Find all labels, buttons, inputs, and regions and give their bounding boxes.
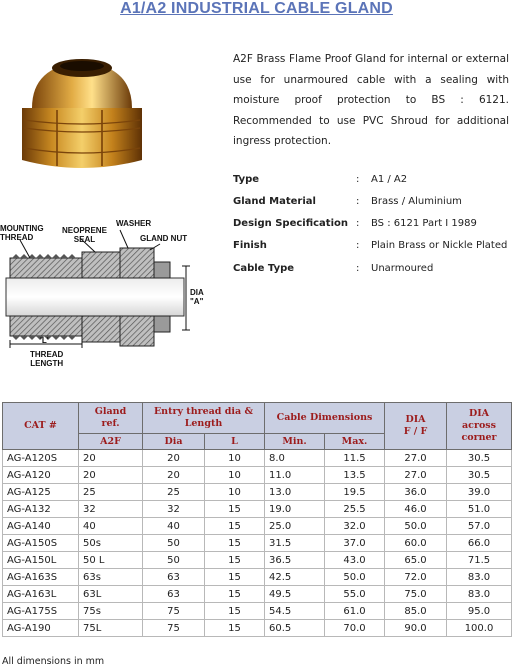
cell-gland-ref: 50s: [79, 535, 143, 552]
cell-max: 37.0: [325, 535, 385, 552]
cell-dia-corner: 51.0: [447, 501, 512, 518]
cell-cat: AG-A150S: [3, 535, 79, 552]
diagram-label-gland-nut: GLAND NUT: [140, 234, 188, 243]
cell-dia-corner: 83.0: [447, 586, 512, 603]
cell-dia: 75: [143, 603, 205, 620]
cell-min: 36.5: [265, 552, 325, 569]
cell-l: 15: [205, 586, 265, 603]
cell-dia-ff: 72.0: [385, 569, 447, 586]
table-row: [3, 586, 512, 603]
spec-value: BS : 6121 Part I 1989: [371, 218, 477, 229]
cell-max: 61.0: [325, 603, 385, 620]
header-dia-ff: DIA F / F: [385, 403, 447, 450]
cell-dia-corner: 30.5: [447, 450, 512, 467]
spec-row-type: [233, 174, 513, 190]
cell-dia-ff: 27.0: [385, 467, 447, 484]
cell-l: 15: [205, 501, 265, 518]
page-title: A1/A2 INDUSTRIAL CABLE GLAND: [120, 0, 393, 17]
cell-cat: AG-A120: [3, 467, 79, 484]
spec-colon: :: [356, 174, 360, 185]
spec-colon: :: [356, 196, 360, 207]
cell-l: 15: [205, 518, 265, 535]
spec-colon: :: [356, 263, 360, 274]
cell-gland-ref: 20: [79, 467, 143, 484]
header-cable-dimensions: Cable Dimensions: [265, 403, 385, 434]
table-row: [3, 501, 512, 518]
header-entry-thread: Entry thread dia & Length: [143, 403, 265, 434]
subheader-min: Min.: [265, 434, 325, 450]
cell-max: 11.5: [325, 450, 385, 467]
diagram-label-neoprene-seal: NEOPRENE SEAL: [62, 226, 107, 244]
cell-dia-ff: 75.0: [385, 586, 447, 603]
cell-dia-corner: 66.0: [447, 535, 512, 552]
cell-gland-ref: 75L: [79, 620, 143, 637]
cell-cat: AG-A140: [3, 518, 79, 535]
cell-l: 15: [205, 620, 265, 637]
cell-dia: 63: [143, 569, 205, 586]
cell-dia-ff: 27.0: [385, 450, 447, 467]
subheader-gland-ref: A2F: [79, 434, 143, 450]
cell-gland-ref: 63s: [79, 569, 143, 586]
table-body: [3, 450, 512, 637]
cell-gland-ref: 75s: [79, 603, 143, 620]
spec-label: Design Specification: [233, 218, 349, 229]
subheader-l: L: [205, 434, 265, 450]
table-row: [3, 518, 512, 535]
cable-gland-photo: [2, 48, 157, 178]
cell-dia-ff: 90.0: [385, 620, 447, 637]
spec-value: Unarmoured: [371, 263, 434, 274]
spec-label: Cable Type: [233, 263, 295, 274]
cell-dia-ff: 50.0: [385, 518, 447, 535]
spec-value: A1 / A2: [371, 174, 408, 185]
table-row: [3, 535, 512, 552]
cell-min: 60.5: [265, 620, 325, 637]
cell-max: 19.5: [325, 484, 385, 501]
cell-gland-ref: 63L: [79, 586, 143, 603]
cell-gland-ref: 50 L: [79, 552, 143, 569]
cell-l: 15: [205, 535, 265, 552]
cell-dia: 63: [143, 586, 205, 603]
cell-dia: 40: [143, 518, 205, 535]
cell-cat: AG-A125: [3, 484, 79, 501]
cell-cat: AG-A175S: [3, 603, 79, 620]
cell-dia-corner: 95.0: [447, 603, 512, 620]
cell-dia: 50: [143, 535, 205, 552]
cell-l: 15: [205, 569, 265, 586]
cell-dia: 75: [143, 620, 205, 637]
cell-cat: AG-A190: [3, 620, 79, 637]
cell-min: 31.5: [265, 535, 325, 552]
diagram-label-mounting-thread: MOUNTING THREAD: [0, 224, 44, 242]
cell-min: 19.0: [265, 501, 325, 518]
cell-cat: AG-A163L: [3, 586, 79, 603]
cell-max: 43.0: [325, 552, 385, 569]
cell-gland-ref: 40: [79, 518, 143, 535]
gland-cross-section-diagram: [0, 218, 210, 370]
header-gland-ref: Gland ref.: [79, 403, 143, 434]
spec-value: Brass / Aluminium: [371, 196, 462, 207]
product-description: A2F Brass Flame Proof Gland for internal or external use for unarmoured cable with a sealing with moisture proof protection to BS : 6121. Recommended to use PVC Shroud for additional ingress protection.: [233, 53, 509, 147]
cell-min: 49.5: [265, 586, 325, 603]
diagram-label-l: 'L': [40, 336, 49, 345]
cell-min: 54.5: [265, 603, 325, 620]
cell-max: 50.0: [325, 569, 385, 586]
cell-min: 11.0: [265, 467, 325, 484]
cell-dia: 32: [143, 501, 205, 518]
table-row: [3, 603, 512, 620]
table-row: [3, 450, 512, 467]
spec-row-material: [233, 196, 513, 212]
cell-max: 13.5: [325, 467, 385, 484]
cell-min: 42.5: [265, 569, 325, 586]
cell-dia: 50: [143, 552, 205, 569]
subheader-dia: Dia: [143, 434, 205, 450]
spec-label: Type: [233, 174, 260, 185]
cell-cat: AG-A150L: [3, 552, 79, 569]
header-cat: CAT #: [3, 403, 79, 450]
table-row: [3, 467, 512, 484]
footer-note: All dimensions in mm: [2, 656, 105, 667]
spec-colon: :: [356, 218, 360, 229]
cell-gland-ref: 32: [79, 501, 143, 518]
cell-dia-ff: 85.0: [385, 603, 447, 620]
cell-l: 10: [205, 450, 265, 467]
table-row: [3, 569, 512, 586]
subheader-max: Max.: [325, 434, 385, 450]
cell-max: 32.0: [325, 518, 385, 535]
cell-cat: AG-A132: [3, 501, 79, 518]
spec-row-finish: [233, 240, 513, 256]
cell-l: 15: [205, 552, 265, 569]
cell-cat: AG-A163S: [3, 569, 79, 586]
diagram-label-dia-a: DIA "A": [190, 288, 204, 306]
cell-max: 25.5: [325, 501, 385, 518]
cell-dia-corner: 83.0: [447, 569, 512, 586]
cell-dia: 20: [143, 450, 205, 467]
spec-colon: :: [356, 240, 360, 251]
cell-gland-ref: 25: [79, 484, 143, 501]
dimensions-table: [2, 402, 512, 637]
cell-dia-corner: 30.5: [447, 467, 512, 484]
cell-dia-ff: 46.0: [385, 501, 447, 518]
spec-label: Gland Material: [233, 196, 316, 207]
dimensions-table-wrapper: [2, 402, 511, 637]
cell-min: 13.0: [265, 484, 325, 501]
diagram-label-thread-length: THREAD LENGTH: [30, 350, 64, 368]
table-row: [3, 552, 512, 569]
cell-l: 10: [205, 467, 265, 484]
cell-dia: 25: [143, 484, 205, 501]
table-row: [3, 620, 512, 637]
cell-min: 8.0: [265, 450, 325, 467]
header-dia-corner: DIA across corner: [447, 403, 512, 450]
table-row: [3, 484, 512, 501]
cell-dia-ff: 36.0: [385, 484, 447, 501]
diagram-label-washer: WASHER: [116, 219, 152, 228]
cell-cat: AG-A120S: [3, 450, 79, 467]
cell-min: 25.0: [265, 518, 325, 535]
spec-value: Plain Brass or Nickle Plated: [371, 240, 508, 251]
cell-dia-corner: 100.0: [447, 620, 512, 637]
cell-max: 55.0: [325, 586, 385, 603]
cell-gland-ref: 20: [79, 450, 143, 467]
spec-label: Finish: [233, 240, 267, 251]
cell-dia-ff: 60.0: [385, 535, 447, 552]
cell-dia-corner: 39.0: [447, 484, 512, 501]
cell-dia-corner: 71.5: [447, 552, 512, 569]
spec-row-design: [233, 218, 513, 234]
cell-l: 10: [205, 484, 265, 501]
spec-row-cable-type: [233, 263, 513, 279]
cell-dia: 20: [143, 467, 205, 484]
cell-max: 70.0: [325, 620, 385, 637]
cell-l: 15: [205, 603, 265, 620]
cell-dia-ff: 65.0: [385, 552, 447, 569]
cell-dia-corner: 57.0: [447, 518, 512, 535]
